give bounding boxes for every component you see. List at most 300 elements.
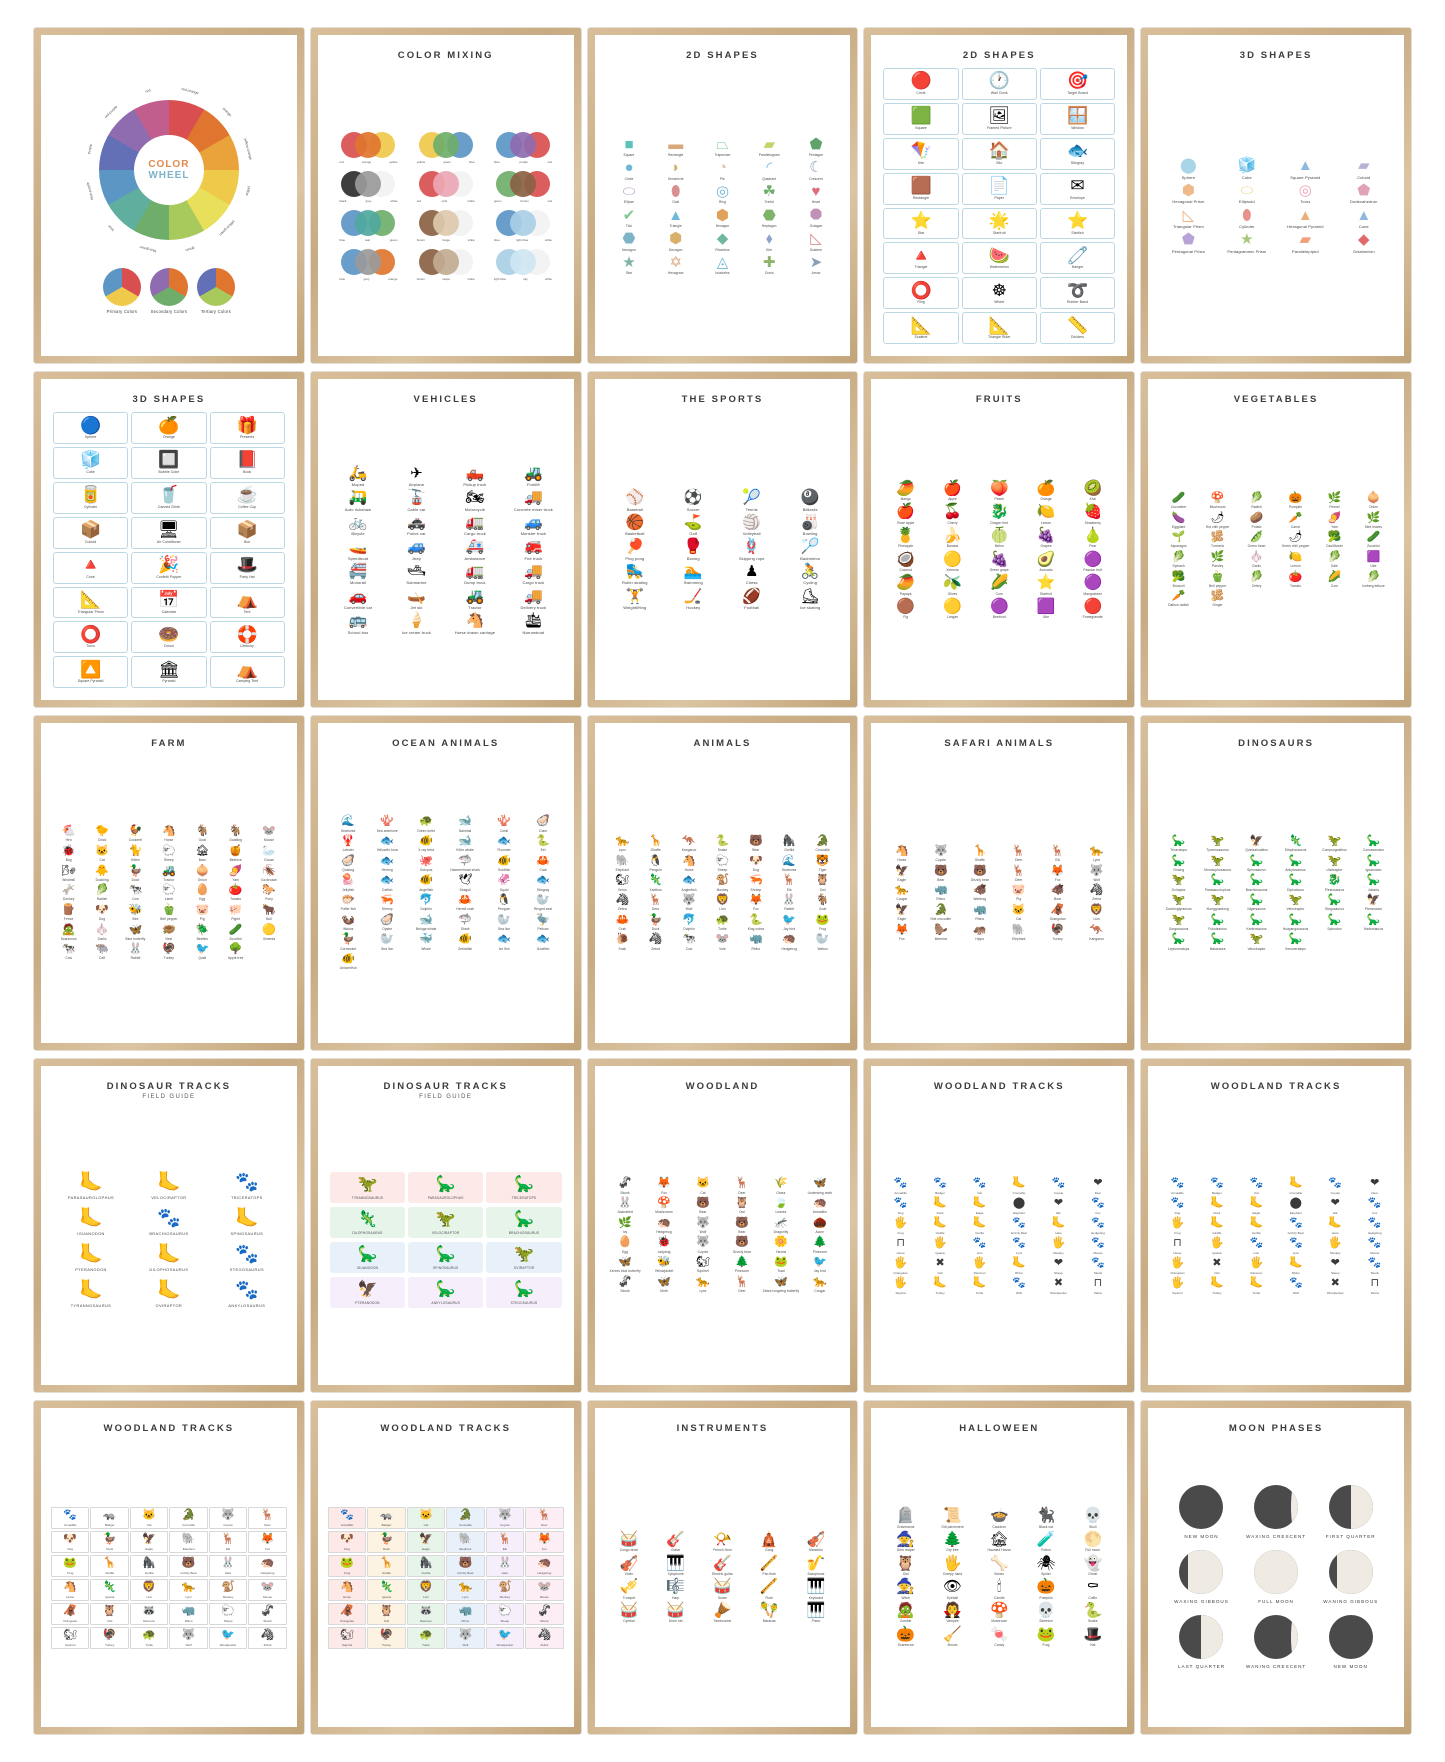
- shape-card[interactable]: [53, 552, 128, 584]
- mouse-track-icon: 🐾: [1091, 1236, 1105, 1249]
- list-item: [1316, 894, 1353, 912]
- ringed-seal-icon: 🦭: [536, 894, 550, 907]
- square-pyramid-icon: 🔼: [80, 659, 102, 679]
- owl-icon: 🦉: [735, 1196, 749, 1209]
- item-label: Xanthus: [649, 887, 662, 892]
- list-item: [794, 1602, 839, 1624]
- field-guide-card-label: PTERANODON: [355, 1300, 380, 1305]
- track-cell: [446, 1603, 484, 1625]
- list-item: [447, 588, 503, 611]
- track-cell: [130, 1579, 168, 1601]
- list-item: [153, 865, 184, 883]
- list-item: [883, 1626, 928, 1648]
- item-label: Cow: [132, 897, 139, 902]
- right-color-label: red: [547, 199, 552, 203]
- item-label: Sheep: [164, 858, 174, 863]
- shape-card[interactable]: [883, 103, 958, 135]
- track-label: Turtle: [145, 1642, 153, 1647]
- coconut-icon: 🥥: [896, 550, 916, 568]
- list-item: [1316, 875, 1353, 893]
- xylophone-icon: 🎹: [666, 1554, 686, 1572]
- track-label: Badger: [1212, 1190, 1222, 1195]
- field-guide-label: ANKYLOSAURUS: [228, 1303, 266, 1309]
- item-label: Tennis: [745, 506, 758, 512]
- shape-card[interactable]: [1040, 312, 1115, 344]
- mixed-color-label: grey: [365, 199, 372, 203]
- track-label: Badger: [381, 1522, 392, 1527]
- golf-icon: ⛳: [683, 513, 703, 531]
- item-label: Mango: [900, 497, 911, 502]
- parallelogram-icon: ▰: [763, 135, 776, 153]
- shape-card[interactable]: [1040, 138, 1115, 170]
- track-cell: [90, 1603, 128, 1625]
- meerkat-icon: 🦫: [933, 923, 948, 936]
- item-label: Sheep: [717, 867, 728, 872]
- list-item: [1070, 1626, 1115, 1648]
- shape-card[interactable]: [1040, 208, 1115, 240]
- field-guide-card[interactable]: [408, 1242, 483, 1273]
- item-label: Coffin: [1088, 1595, 1098, 1600]
- shape-card[interactable]: [962, 138, 1037, 170]
- venn-diagram: [419, 209, 473, 237]
- item-label: Cable car: [407, 506, 426, 512]
- snail-icon: 🐌: [615, 933, 630, 946]
- moon-disc: [1254, 1615, 1298, 1659]
- field-guide-card[interactable]: [330, 1242, 405, 1273]
- list-item: [740, 875, 771, 893]
- starfruit-icon: 🌟: [988, 211, 1010, 231]
- mixing-cell: [486, 209, 559, 242]
- rhino-track-icon: 🦏: [458, 1604, 473, 1617]
- duck-icon: 🦆: [648, 913, 663, 926]
- item-label: Skipping rope: [738, 555, 765, 561]
- tomato-icon: 🍅: [1288, 570, 1303, 583]
- list-item: [961, 845, 998, 863]
- track-cell: [130, 1531, 168, 1553]
- list-item: [607, 231, 652, 253]
- eyeball-icon: 👁: [943, 1578, 963, 1596]
- shape-card[interactable]: [53, 656, 128, 688]
- shape-card[interactable]: [962, 68, 1037, 100]
- poster-title: MOON PHASES: [1228, 1422, 1324, 1434]
- list-item: [1336, 207, 1392, 230]
- skipping-rope-icon: 🪢: [742, 538, 762, 556]
- track-cell: [367, 1603, 405, 1625]
- kite-icon: ⬧: [765, 230, 773, 248]
- shape-card[interactable]: [210, 656, 285, 688]
- shape-card[interactable]: [883, 277, 958, 309]
- shape-card[interactable]: [131, 656, 206, 688]
- track-cell: [328, 1531, 366, 1553]
- item-label: Longan: [946, 615, 959, 620]
- track-cell: [446, 1627, 484, 1649]
- diplodocus-icon: 🦕: [1288, 874, 1303, 887]
- list-item: [1316, 512, 1353, 530]
- track-label: Lynx: [462, 1594, 469, 1599]
- badger-track-icon: 🐾: [1210, 1176, 1224, 1189]
- moon-label: LAST QUARTER: [1177, 1664, 1226, 1670]
- track-cell: [51, 1531, 89, 1553]
- giraffe-icon: 🦒: [648, 835, 663, 848]
- item-label: Cat: [1016, 917, 1022, 922]
- police-car-icon: 🚓: [407, 513, 426, 531]
- list-item: [1078, 845, 1115, 863]
- list-item: [505, 490, 561, 513]
- flute-icon: 🪈: [759, 1578, 779, 1596]
- item-label: Melon: [994, 544, 1004, 549]
- scalene-icon: 📐: [910, 315, 932, 335]
- cat-track-icon: 🐱: [142, 1508, 156, 1521]
- item-label: Fennel: [1329, 505, 1340, 510]
- list-item: [1160, 551, 1197, 569]
- yellowjacket-icon: 🐝: [657, 1255, 671, 1268]
- field-guide-card[interactable]: [408, 1172, 483, 1203]
- list-item: [707, 835, 738, 853]
- shape-card[interactable]: [131, 412, 206, 444]
- list-item: [1070, 1602, 1115, 1624]
- mixing-labels: [417, 238, 475, 242]
- item-label: Spinach: [1172, 564, 1185, 569]
- shape-card[interactable]: [962, 103, 1037, 135]
- list-item: [330, 934, 367, 952]
- tracks-grid: [51, 1507, 287, 1649]
- field-guide-card[interactable]: [408, 1277, 483, 1308]
- shape-card[interactable]: [53, 587, 128, 619]
- field-guide-card[interactable]: [486, 1207, 561, 1238]
- cucumber-icon: 🥒: [1171, 491, 1186, 504]
- elephant-track-icon: 🐘: [181, 1532, 196, 1545]
- shape-card[interactable]: [210, 552, 285, 584]
- rhino-icon: 🦏: [933, 884, 948, 897]
- mini-wheel-cell: [150, 268, 188, 314]
- list-item: [253, 904, 284, 922]
- track-label: Giraffe: [105, 1570, 115, 1575]
- mixed-color-label: purple: [519, 160, 528, 164]
- track-cell: [1198, 1197, 1236, 1215]
- eagle-icon: 🦅: [895, 903, 909, 916]
- color-wheel-outer: [85, 86, 253, 254]
- hare-track-icon: 🐰: [221, 1556, 235, 1569]
- shape-card[interactable]: [962, 173, 1037, 205]
- deer-icon: 🦌: [648, 894, 663, 907]
- orange-icon: 🍊: [158, 415, 180, 435]
- item-label: Nest: [165, 936, 173, 941]
- radish-icon: 🥬: [1249, 491, 1264, 504]
- track-label: Zebra: [540, 1642, 549, 1647]
- shape-card[interactable]: [53, 517, 128, 549]
- right-color-label: green: [389, 238, 398, 242]
- item-label: Pony: [265, 897, 273, 902]
- poster-title: DINOSAUR TRACKS: [106, 1080, 232, 1092]
- item-label: Bear: [699, 1210, 707, 1215]
- field-guide-card[interactable]: [408, 1207, 483, 1238]
- quadrant-icon: ◜: [766, 159, 773, 177]
- field-guide-card[interactable]: [330, 1277, 405, 1308]
- field-guide-card[interactable]: [330, 1207, 405, 1238]
- list-item: [1219, 158, 1275, 181]
- list-item: [1316, 492, 1353, 510]
- grizzly-bear-icon: 🐻: [972, 864, 987, 877]
- item-label: Crab: [618, 926, 626, 931]
- item-label: X-ray tetra: [418, 848, 435, 853]
- passion-fruit-icon: 🟣: [1083, 550, 1103, 568]
- list-item: [1199, 835, 1236, 853]
- card-label: Presents: [240, 435, 255, 439]
- shape-card[interactable]: [131, 621, 206, 653]
- field-guide-label: IGUANODON: [77, 1231, 105, 1237]
- item-label: Corn: [1330, 583, 1339, 588]
- ximenia-icon: 🟡: [262, 923, 276, 936]
- list-item: [153, 924, 184, 942]
- jellyfish-icon: 🪼: [341, 874, 356, 887]
- shape-card[interactable]: [883, 68, 958, 100]
- roller-skating-icon: 🛼: [625, 563, 645, 581]
- item-label: Lynx: [1093, 858, 1101, 863]
- cockerel-icon: 🐓: [128, 825, 143, 838]
- apple-icon: 🍎: [943, 479, 962, 497]
- shape-card[interactable]: [210, 447, 285, 479]
- shape-card[interactable]: [1040, 173, 1115, 205]
- track-cell: [407, 1603, 445, 1625]
- shape-card[interactable]: [210, 517, 285, 549]
- item-label: Avocado: [1039, 568, 1053, 573]
- field-guide-card[interactable]: [486, 1172, 561, 1203]
- item-label: Duck: [651, 926, 660, 931]
- list-item: [665, 588, 721, 611]
- old-parchment-icon: 📜: [943, 1507, 962, 1525]
- poster-content: [1158, 66, 1394, 346]
- walrus-icon: 🦦: [341, 913, 356, 926]
- beehive-icon: 🍯: [228, 844, 243, 857]
- list-item: [794, 1531, 839, 1553]
- shape-card[interactable]: [883, 242, 958, 274]
- shape-card[interactable]: [962, 242, 1037, 274]
- lynx-icon: 🐆: [696, 1275, 710, 1288]
- apple-tree-icon: 🌳: [228, 943, 243, 956]
- list-item: [782, 563, 838, 586]
- shape-card[interactable]: [1040, 242, 1115, 274]
- track-cell: [1039, 1237, 1077, 1255]
- left-color-label: blue: [339, 277, 346, 281]
- poster-title: WOODLAND TRACKS: [1210, 1080, 1342, 1092]
- track-label: Hedgehog: [1367, 1230, 1382, 1235]
- item-label: Hadrosaurus: [1363, 926, 1384, 931]
- starfish-icon: ⭐: [1066, 211, 1089, 231]
- kiwi-icon: 🥝: [1083, 479, 1103, 497]
- mouse-track-icon: 🐾: [1367, 1236, 1382, 1249]
- item-label: Snake: [1088, 1619, 1098, 1624]
- item-label: Potato: [1251, 524, 1262, 529]
- parasaurolophus-icon: 🦕: [435, 1176, 456, 1194]
- shape-card[interactable]: [131, 482, 206, 514]
- list-item: [1024, 575, 1069, 597]
- track-cell: [248, 1627, 286, 1649]
- left-color-label: blue: [493, 238, 500, 242]
- item-label: Pig: [1016, 897, 1022, 902]
- item-label: Cauldron: [992, 1524, 1007, 1529]
- shape-card[interactable]: [53, 412, 128, 444]
- squid-icon: 🦑: [497, 874, 511, 887]
- track-label: Armadillo: [1171, 1190, 1184, 1195]
- track-label: Hedgehog: [1091, 1230, 1105, 1235]
- mango-icon: 🥭: [896, 479, 916, 497]
- seahorse-icon: 🌊: [782, 854, 797, 867]
- shape-card[interactable]: [53, 447, 128, 479]
- card-label: Canned Drink: [157, 504, 180, 509]
- track-cell: [1079, 1237, 1117, 1255]
- item-label: Leaves: [775, 1210, 787, 1215]
- item-label: Fox: [1054, 877, 1061, 882]
- item-label: Xerces blue butterfly: [609, 1269, 641, 1274]
- mixed-color-label: beige: [442, 238, 450, 242]
- shape-card[interactable]: [210, 412, 285, 444]
- shape-card[interactable]: [1040, 103, 1115, 135]
- guitar-icon: 🎸: [666, 1531, 686, 1549]
- item-label: Pear: [1089, 544, 1097, 549]
- list-item: [607, 855, 638, 873]
- item-label: Dolphin: [420, 907, 432, 912]
- list-item: [640, 894, 671, 912]
- track-label: Skunk: [1370, 1270, 1379, 1275]
- shape-card[interactable]: [1040, 277, 1115, 309]
- list-item: [1024, 1579, 1069, 1601]
- track-cell: [525, 1555, 563, 1577]
- shape-card[interactable]: [883, 173, 958, 205]
- card-label: Triangular Prism: [77, 609, 104, 614]
- card-label: Cone: [86, 574, 95, 579]
- left-color-label: yellow: [416, 160, 426, 164]
- shape-card[interactable]: [883, 208, 958, 240]
- cauldron-icon: 🍲: [989, 1507, 1009, 1525]
- left-color-label: red: [339, 160, 344, 164]
- card-label: Orange: [162, 435, 175, 439]
- shape-card[interactable]: [883, 312, 958, 344]
- item-label: Cormorant: [340, 946, 357, 951]
- mini-wheel-disc: [197, 268, 235, 306]
- list-item: [883, 1531, 928, 1553]
- track-cell: [1237, 1277, 1275, 1295]
- camping-tent-icon: ⛺: [236, 659, 258, 679]
- item-label: Circle: [624, 176, 634, 181]
- shape-card[interactable]: [210, 621, 285, 653]
- field-guide-label: VELOCIRAPTOR: [151, 1195, 187, 1201]
- bicycle-icon: 🚲: [348, 513, 368, 531]
- shape-card[interactable]: [210, 587, 285, 619]
- shape-card[interactable]: [131, 517, 206, 549]
- monkey-icon: 🐒: [715, 874, 730, 887]
- shape-card[interactable]: [53, 621, 128, 653]
- item-label: Apple tree: [227, 956, 244, 961]
- dog-icon: 🐶: [749, 854, 763, 867]
- track-label: Eagle: [1252, 1210, 1261, 1215]
- list-item: [1277, 531, 1314, 549]
- list-item: [673, 894, 704, 912]
- venn-diagram: [341, 209, 395, 237]
- shape-card[interactable]: [1040, 68, 1115, 100]
- track-label: Elephant: [459, 1546, 472, 1551]
- dragon-fruit-icon: 🐉: [989, 503, 1009, 521]
- woodpecker-track-icon: 🐦: [221, 1628, 235, 1641]
- item-label: Fence: [64, 917, 74, 922]
- field-guide-card[interactable]: [486, 1277, 561, 1308]
- track-label: Frog: [897, 1230, 904, 1235]
- poster-frame-safari-animals: [864, 716, 1134, 1049]
- field-guide-label: PARASAUROLOPHUS: [67, 1195, 115, 1201]
- tent-icon: ⛺: [236, 590, 258, 610]
- item-label: Leptoceratops: [1167, 946, 1190, 951]
- item-label: Kitten: [131, 858, 140, 863]
- shape-card[interactable]: [210, 482, 285, 514]
- item-label: Zebra: [651, 946, 661, 951]
- item-label: Heart: [811, 200, 821, 205]
- item-label: Owl: [739, 1210, 745, 1215]
- item-label: Forklift: [526, 482, 540, 488]
- field-guide-card-label: SPINOSAURUS: [432, 1265, 459, 1270]
- crab-icon: 🦀: [536, 854, 550, 867]
- track-cell: [1277, 1217, 1315, 1235]
- skunk-track-icon: 🐾: [1091, 1256, 1105, 1269]
- shape-card[interactable]: [53, 482, 128, 514]
- list-item: [685, 1178, 722, 1196]
- item-label: Candle: [993, 1595, 1005, 1600]
- frog-track-icon: 🖐: [893, 1216, 908, 1229]
- field-guide-card[interactable]: [330, 1172, 405, 1203]
- list-item: [120, 845, 151, 863]
- field-guide-cell: [131, 1207, 207, 1236]
- shape-card[interactable]: [131, 587, 206, 619]
- poster-vehicles: [318, 379, 574, 700]
- shape-card[interactable]: [883, 138, 958, 170]
- field-guide-card[interactable]: [486, 1242, 561, 1273]
- list-item: [447, 490, 503, 513]
- item-label: Kale: [1331, 564, 1338, 569]
- beetles-icon: 🪲: [195, 923, 210, 936]
- list-item: [883, 527, 928, 549]
- item-label: Mushrooms: [655, 1210, 673, 1215]
- item-label: Speedboat: [347, 555, 369, 561]
- penguin-icon: 🐧: [648, 854, 663, 867]
- shape-card[interactable]: [962, 277, 1037, 309]
- shape-card[interactable]: [131, 447, 206, 479]
- item-label: Vampire: [946, 1619, 959, 1624]
- card-label: Coffee Cup: [238, 504, 257, 509]
- triangle-icon: 🔺: [910, 245, 932, 265]
- card-label: Cuboid: [84, 539, 97, 544]
- list-item: [1160, 934, 1197, 952]
- squirrel-track-icon: 🐿: [340, 1628, 354, 1641]
- crocodile-track-icon: 🐊: [181, 1508, 196, 1521]
- item-label: Daikon radish: [1168, 603, 1190, 608]
- poster-content: [881, 1096, 1117, 1374]
- item-label: Lion: [1093, 917, 1100, 922]
- item-label: Pig: [199, 917, 205, 922]
- shape-card[interactable]: [962, 208, 1037, 240]
- shape-card[interactable]: [131, 552, 206, 584]
- item-label: Garlic: [1252, 564, 1262, 569]
- list-item: [1355, 835, 1392, 853]
- track-label: Zebra: [263, 1642, 272, 1647]
- track-label: Elk: [1056, 1210, 1061, 1215]
- shape-card[interactable]: [962, 312, 1037, 344]
- venn-diagram: [341, 131, 395, 159]
- fennel-icon: 🌿: [1327, 491, 1342, 504]
- item-label: Cow: [685, 946, 693, 951]
- list-item: [1160, 914, 1197, 932]
- turkey-track-icon: 🦃: [379, 1628, 394, 1641]
- elk-icon: 🦌: [1050, 844, 1065, 857]
- list-item: [1316, 835, 1353, 853]
- mixing-cell: [409, 170, 482, 203]
